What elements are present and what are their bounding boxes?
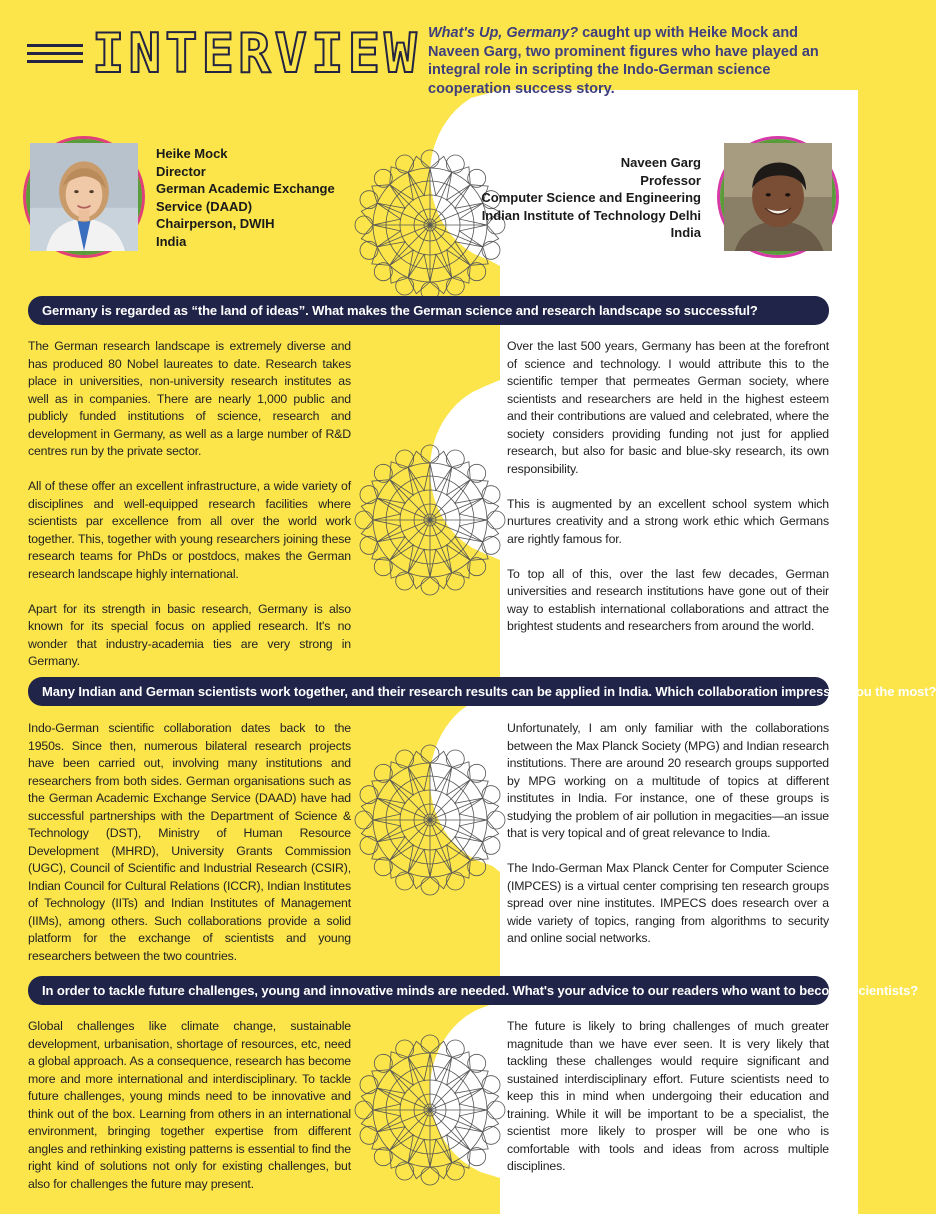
question-bar-1: Germany is regarded as “the land of ideas”. What makes the German science and research landscape so successful? [28,296,829,325]
question-bar-2: Many Indian and German scientists work together, and their research results can be applied in India. Which collaboration impressed you the most? [28,677,829,706]
person-name: Naveen Garg [620,155,701,170]
mandala-2 [355,445,505,595]
person-line: German Academic Exchange [156,181,335,196]
person-line: India [670,225,701,240]
paragraph: To top all of this, over the last few decades, German universities and research institutions have gone out of their way to establish international collaborations and attract the brightest students and researchers from around the world. [507,566,829,633]
answer-garg-q2 [507,720,829,965]
person-line: India [156,233,187,249]
paragraph: Over the last 500 years, Germany has been at the forefront of science and technology. I would attribute this to the scientific temper that permeates German society, where scientists and researchers are held in the highest esteem and their contributions are valued and celebrated, where the society considers providing funding not just for applied research, but also for basic and blue-sky research, its own responsibility. [507,339,829,476]
person-line: Computer Science and Engineering [481,190,701,205]
paragraph: This is augmented by an excellent school system which nurtures creativity and a strong work ethic which Germans are rightly famous for. [507,496,829,546]
magazine-name: What's Up, Germany? [428,25,579,41]
avatar-heike-mock [26,139,142,255]
paragraph: Indo-German scientific collaboration dates back to the 1950s. Since then, numerous bilateral research projects have been carried out, involving many institutions and researchers from both sides. German organisations such as the German Academic Exchange Service (DAAD) have had successful partnerships with the Department of Science & Technology (DST), Ministry of Human Resource Development (MHRD), University Grants Commission (UGC), Council of Scientific and Industrial Research (CSIR), Indian Council for Cultural Relations (ICCR), Indian Institutes of Technology (IITs) and Indian Institutes of Management (IIMs), among others. Such collaborations provide a solid platform for the exchange of scientists and young researchers between the two countries. [28,721,351,963]
intro-rest: caught up with Heike Mock and Naveen Garg, two prominent figures who have played an integral role in scripting the Indo-German science cooperation success story. [428,25,819,97]
paragraph: Unfortunately, I am only familiar with the collaborations between the Max Planck Society (MPG) and Indian research institutions. There are around 20 research groups supported by MPG working on a multitude of topics at different institutes in India. For instance, one of these groups is studying the problem of air pollution in megacities—an issue that is very topical and of great relevance to India. [507,721,829,840]
paragraph: Apart for its strength in basic research, Germany is also known for its special focus on applied research. It's no wonder that industry-academia ties are very strong in Germany. [28,601,351,668]
person-line: Director [156,163,206,179]
answer-garg-q3 [507,1018,829,1193]
paragraph: The future is likely to bring challenges of much greater magnitude than we have ever seen. It is very likely that tackling these challenges would require significant and sustained interdisciplinary effort. Future scientists need to keep this in mind when undergoing their education and training. While it will be important to be a specialist, the scientist more likely to prosper will be one who is comfortable with tools and ideas from across multiple disciplines. [507,1019,829,1173]
person-naveen-garg [441,154,701,242]
paragraph: The German research landscape is extremely diverse and has produced 80 Nobel laureates to date. Research takes place in universities, non-university research institutes as well as in companies. There are nearly 1,000 public and publicly funded institutions of science, research and development in Germany, as well as a large number of R&D centres run by the private sector. [28,339,351,458]
answer-mock-q2 [28,720,351,983]
mandala-3 [355,745,505,895]
paragraph: All of these offer an excellent infrastructure, a wide variety of disciplines and well-equipped research facilities where scientists par excellence from all over the world work together. This, together with young researchers joining these research teams for PhDs or postdocs, makes the German research landscape highly international. [28,479,351,581]
person-line: Indian Institute of Technology Delhi [481,207,701,223]
paragraph: The Indo-German Max Planck Center for Computer Science (IMPCES) is a virtual center comprising ten research groups spread over nine institutes. IMPECS does research over a wide variety of topics, ranging from algorithms to security and online social networks. [507,861,829,945]
avatar-naveen-garg [720,139,836,255]
answer-garg-q1 [507,338,829,653]
intro-text [428,24,830,98]
paragraph: Global challenges like climate change, sustainable development, urbanisation, shortage of resources, etc, need a global approach. As a consequence, research has become more and more international and interdisciplinary. To tackle future challenges, young minds need to be innovative and think out of the box. Learning from others in an international environment, bringing together expertise from different angles and rethinking existing patterns is essential to find the right kind of solutions not only for existing challenges, but also for challenges the future may present. [28,1019,351,1191]
person-line: Chairperson, DWIH [156,216,275,231]
person-line: Professor [640,172,701,188]
person-line: Service (DAAD) [156,198,253,214]
question-bar-3: In order to tackle future challenges, young and innovative minds are needed. What's your advice to our readers who want to become scientists? [28,976,829,1005]
answer-mock-q3 [28,1018,351,1211]
person-name: Heike Mock [156,146,228,161]
person-heike-mock [156,145,335,250]
title-decoration-lines [27,44,83,68]
mandala-4 [355,1035,505,1185]
page-title: INTERVIEW [92,22,421,85]
answer-mock-q1 [28,338,351,688]
